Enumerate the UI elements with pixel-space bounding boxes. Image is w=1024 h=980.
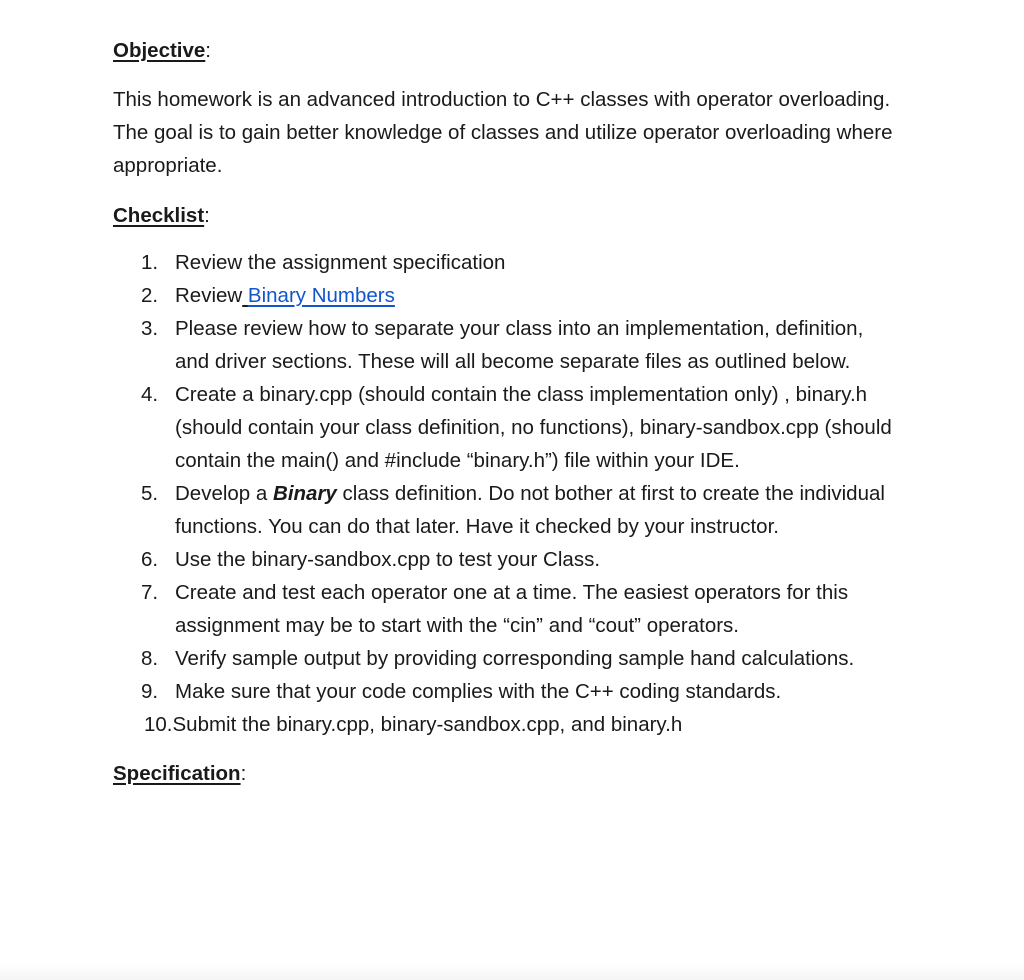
objective-heading [113,34,913,67]
checklist-heading-text: Checklist [113,204,205,227]
objective-heading-colon: : [205,39,211,62]
list-item-text: Please review how to separate your class into an implementation, definition, and driver sections. These will all become separate files as outlined below. [175,317,864,373]
document-page [113,34,913,790]
checklist-item-3 [113,312,900,378]
list-number: 9. [141,680,159,703]
list-number: 4. [141,383,159,406]
checklist-item-1 [113,246,900,279]
page-bottom-edge [0,964,1024,980]
list-item-text: Review the assignment specification [175,251,506,274]
list-item-text: Create a binary.cpp (should contain the class implementation only) , binary.h (should contain your class definition, no functions), binary-sandbox.cpp (should contain the main() and #include “binary.h”) file within your IDE. [175,383,892,472]
list-item-text: Make sure that your code complies with the C++ coding standards. [175,680,782,703]
list-number: 10. [144,713,173,736]
checklist-item-2 [113,279,900,312]
checklist-heading-colon: : [204,204,210,227]
checklist-item-8 [113,642,900,675]
list-item-text: Review [175,284,243,307]
checklist-item-9 [113,675,900,708]
binary-numbers-link[interactable]: Binary Numbers [247,284,395,307]
list-number: 8. [141,647,159,670]
checklist-heading [113,199,913,232]
checklist-item-5 [113,477,900,543]
checklist-item-10 [113,708,869,741]
checklist-item-4 [113,378,900,477]
objective-paragraph: This homework is an advanced introduction to C++ classes with operator overloading. The goal is to gain better knowledge of classes and utilize operator overloading where appropriate. [113,88,893,177]
list-number: 3. [141,317,159,340]
checklist-list [113,246,913,741]
binary-class-emphasis: Binary [273,482,337,505]
list-item-text: Submit the binary.cpp, binary-sandbox.cpp, and binary.h [172,713,683,736]
specification-heading [113,757,913,790]
checklist-item-6 [113,543,900,576]
list-number: 2. [141,284,159,307]
checklist-item-7 [113,576,900,642]
list-number: 5. [141,482,159,505]
list-item-text: class definition. Do not bother at first to create the individual functions. You can do that later. Have it checked by your instructor. [175,482,885,538]
list-number: 6. [141,548,159,571]
list-item-text: Verify sample output by providing corresponding sample hand calculations. [175,647,855,670]
list-item-text: Create and test each operator one at a time. The easiest operators for this assignment may be to start with the “cin” and “cout” operators. [175,581,849,637]
list-number: 7. [141,581,159,604]
specification-heading-colon: : [240,762,247,785]
objective-heading-text: Objective [113,39,206,62]
list-item-text: Use the binary-sandbox.cpp to test your Class. [175,548,601,571]
list-item-text: Develop a [175,482,274,505]
list-number: 1. [141,251,159,274]
specification-heading-text: Specification [113,762,241,785]
